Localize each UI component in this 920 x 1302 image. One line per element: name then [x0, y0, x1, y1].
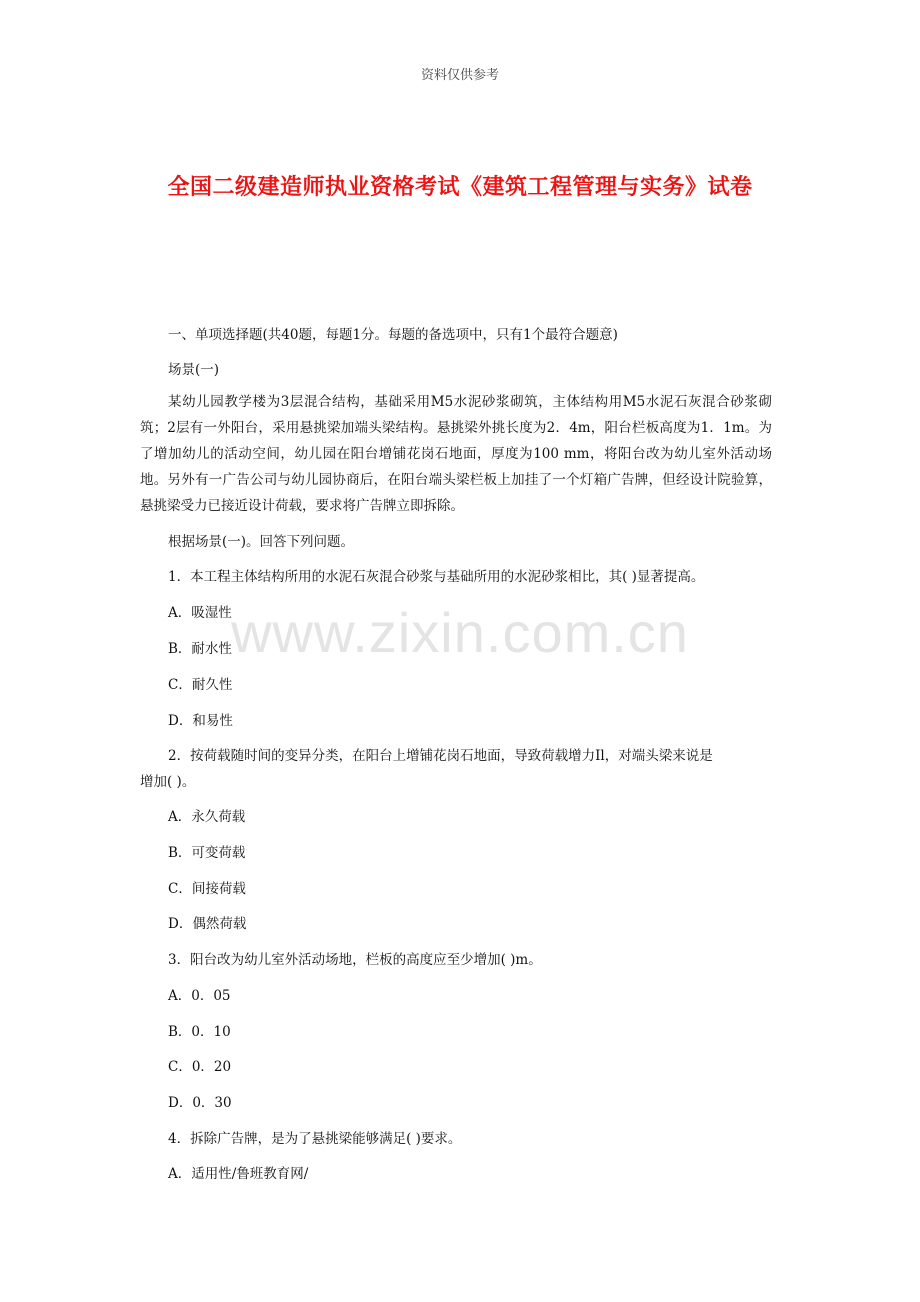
question-stem-continued: 增加( )。: [140, 774, 196, 790]
question-option: C．间接荷载: [168, 881, 246, 897]
page-title: 全国二级建造师执业资格考试《建筑工程管理与实务》试卷: [167, 175, 753, 200]
scenario-paragraph: 某幼儿园教学楼为3层混合结构，基础采用M5水泥砂浆砌筑，主体结构用M5水泥石灰混合砂浆砌筑；2层有一外阳台，采用悬挑梁加端头梁结构。悬挑梁外挑长度为2．4m，阳台栏板高度为1．1m。为了增加幼儿的活动空间，幼儿园在阳台增铺花岗石地面，厚度为100 mm，将阳台改为幼儿室外活动场地。另外有一广告公司与幼儿园协商后，在阳台端头梁栏板上加挂了一个灯箱广告牌，但经设计院验算，悬挑梁受力已接近设计荷载，要求将广告牌立即拆除。: [140, 394, 772, 514]
question-option: C．耐久性: [168, 677, 233, 693]
question-option: B．可变荷载: [168, 845, 246, 861]
question-option: A．永久荷载: [168, 809, 246, 825]
question-stem: 4．拆除广告牌，是为了悬挑梁能够满足( )要求。: [168, 1131, 462, 1147]
question-stem: 3．阳台改为幼儿室外活动场地，栏板的高度应至少增加( )m。: [168, 952, 542, 968]
question-stem: 1．本工程主体结构所用的水泥石灰混合砂浆与基础所用的水泥砂浆相比，其( )显著提高。: [168, 569, 705, 585]
question-option: B．耐水性: [168, 641, 232, 657]
scenario-label: 场景(一): [168, 362, 220, 378]
scenario-prompt: 根据场景(一)。回答下列问题。: [168, 534, 355, 550]
question-stem: 2．按荷载随时间的变异分类，在阳台上增铺花岗石地面，导致荷载增力Il，对端头梁来说是: [168, 748, 713, 764]
watermark: www.zixin.com.cn: [231, 601, 689, 664]
question-option: D．和易性: [168, 713, 233, 729]
question-option: D．0．30: [168, 1095, 232, 1111]
question-option: B．0．10: [168, 1024, 231, 1040]
header-note: 资料仅供参考: [420, 68, 499, 83]
section-heading: 一、单项选择题(共40题，每题1分。每题的备选项中，只有1个最符合题意): [168, 327, 618, 343]
question-option: A．吸湿性: [168, 605, 232, 621]
question-option: A．适用性/鲁班教育网/: [168, 1166, 309, 1182]
question-option: D．偶然荷载: [168, 916, 247, 932]
question-option: A．0．05: [168, 988, 231, 1004]
question-option: C．0．20: [168, 1059, 232, 1075]
